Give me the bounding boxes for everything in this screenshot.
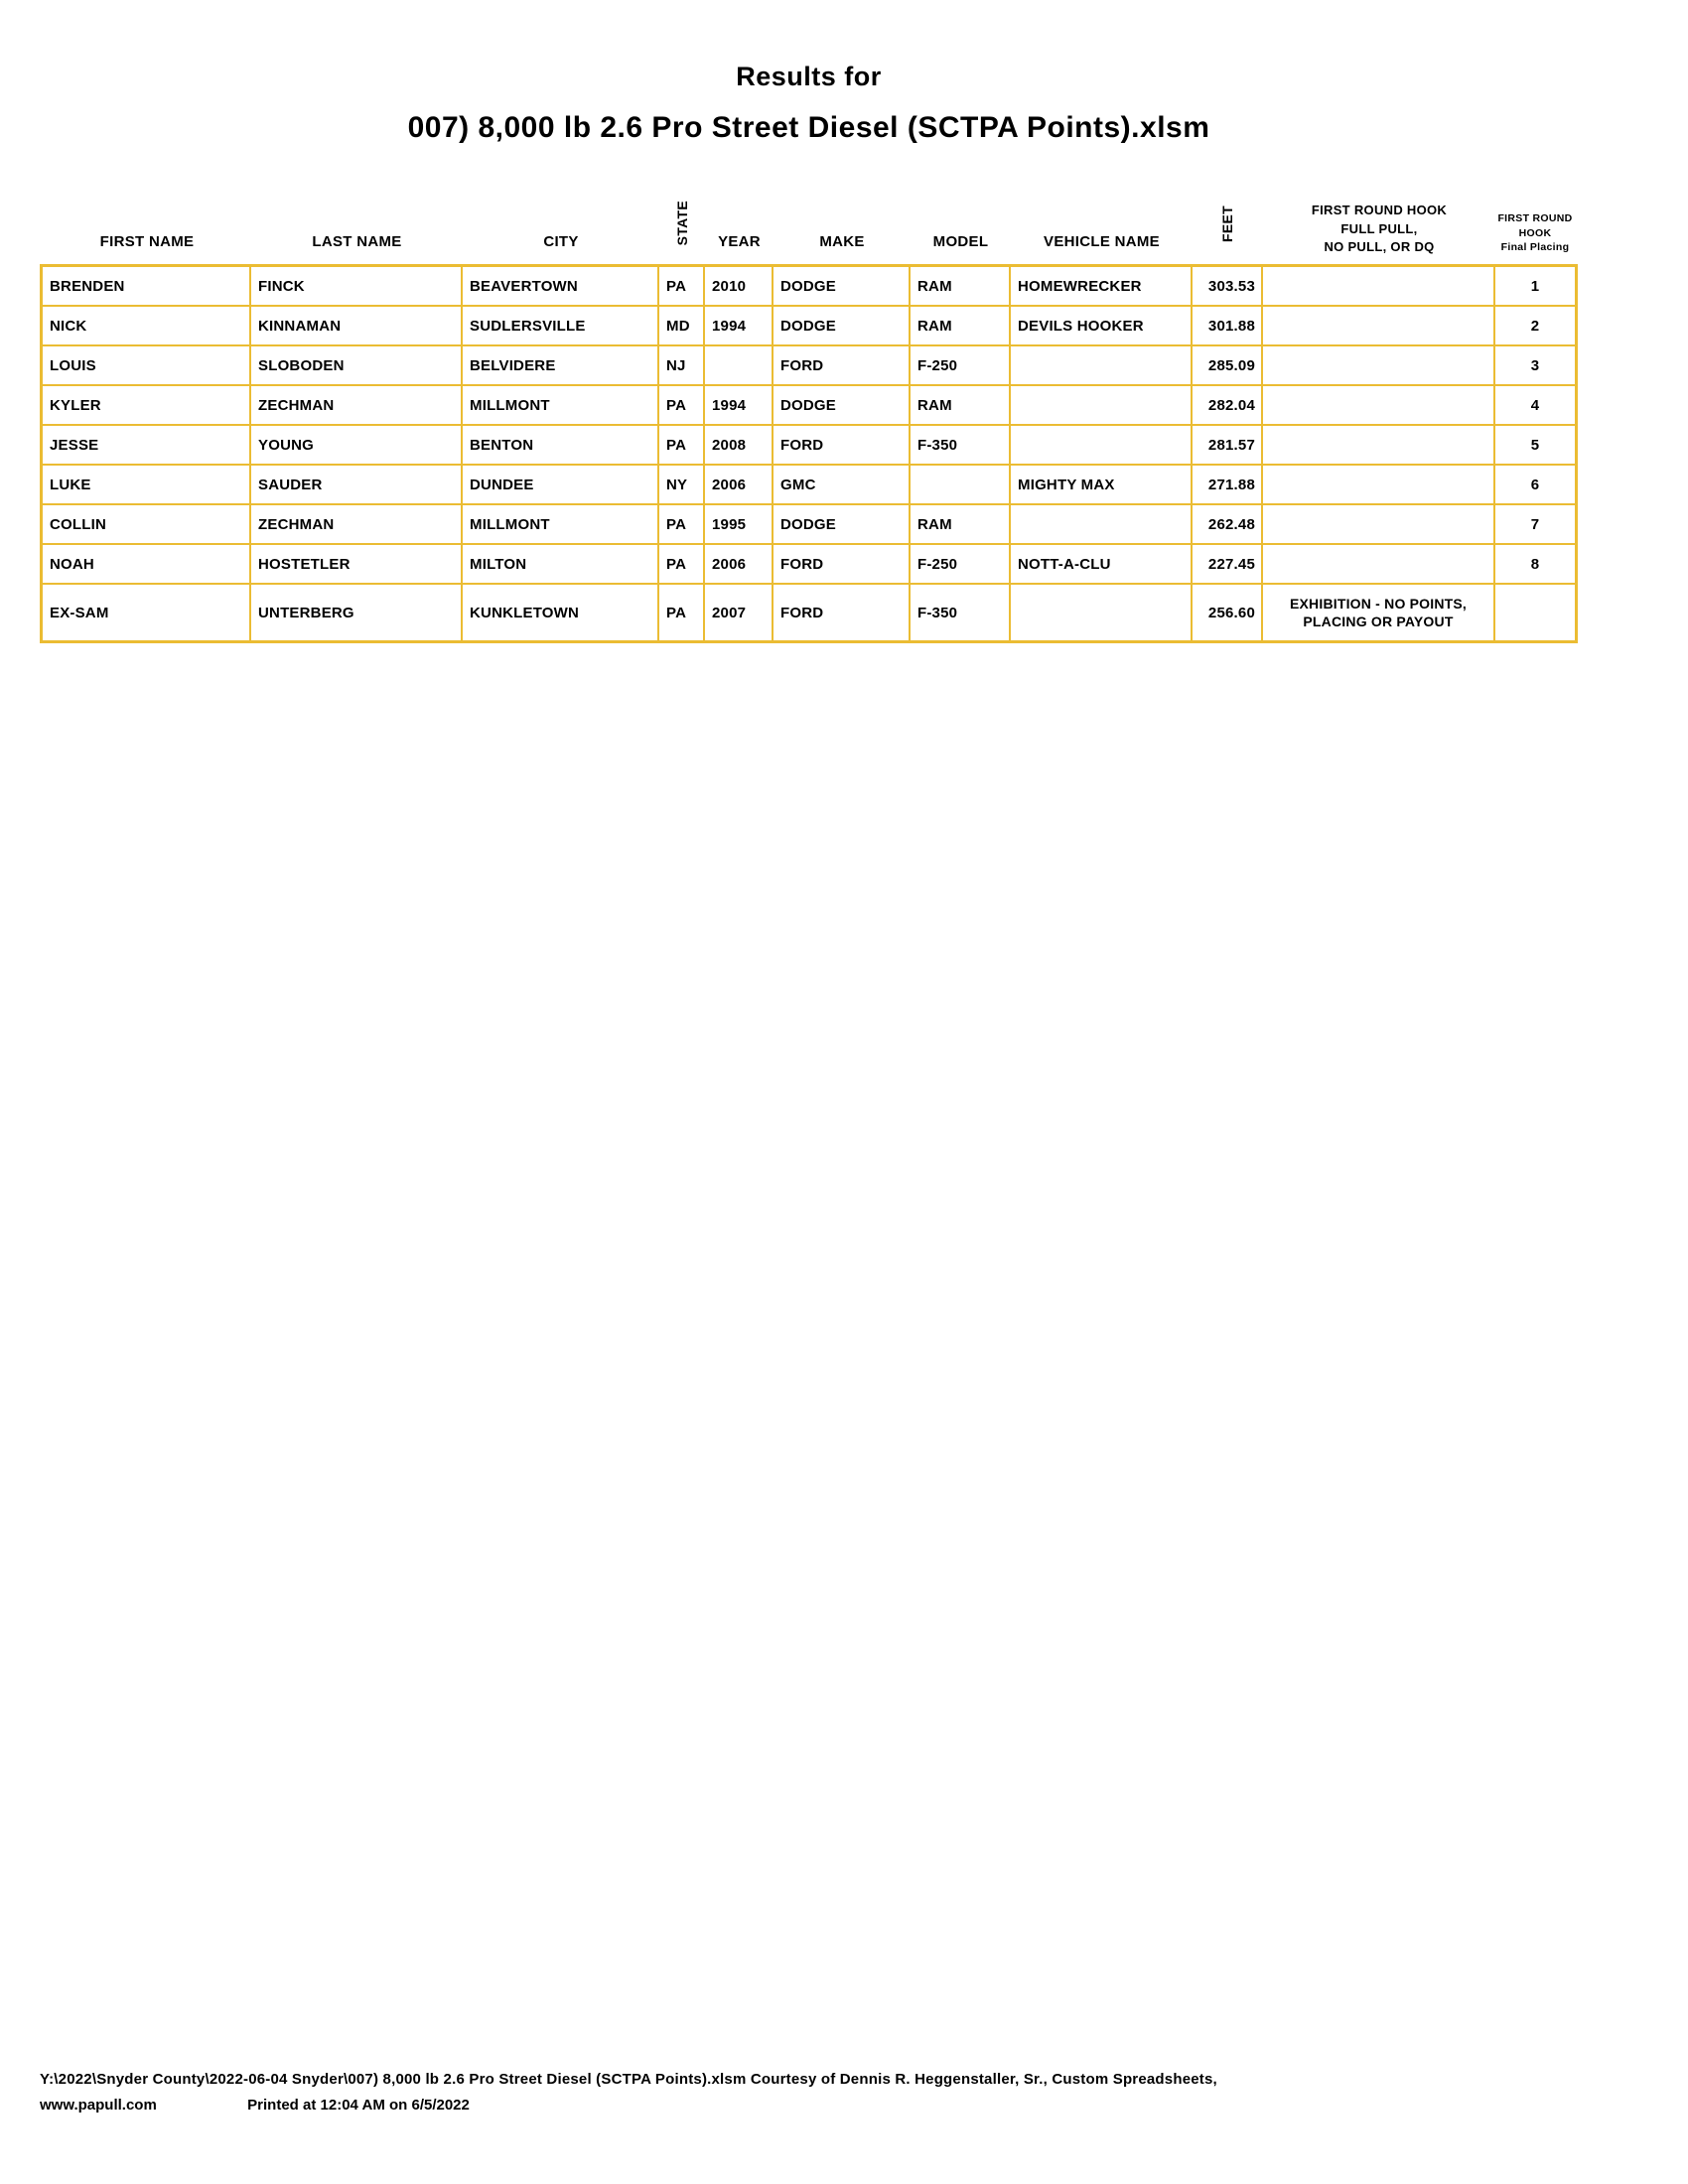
cell-vehicle-name: HOMEWRECKER (1011, 267, 1193, 307)
cell-hook-result (1263, 267, 1495, 307)
column-header-last-name: LAST NAME (312, 232, 402, 250)
header-line: FIRST ROUND HOOK (1311, 203, 1448, 218)
column-header-year: YEAR (718, 232, 761, 250)
cell-first-name: COLLIN (43, 505, 251, 545)
cell-vehicle-name: NOTT-A-CLU (1011, 545, 1193, 585)
cell-last-name: HOSTETLER (251, 545, 463, 585)
cell-final-placing: 7 (1495, 505, 1575, 545)
cell-first-name: NOAH (43, 545, 251, 585)
state-label: STATE (673, 201, 690, 246)
cell-hook-result (1263, 346, 1495, 386)
cell-feet: 281.57 (1193, 426, 1263, 466)
cell-state: PA (659, 426, 705, 466)
cell-vehicle-name (1011, 505, 1193, 545)
cell-last-name: YOUNG (251, 426, 463, 466)
cell-hook-result (1263, 307, 1495, 346)
cell-year: 2008 (705, 426, 774, 466)
header-line: Final Placing (1500, 240, 1570, 253)
cell-year: 2006 (705, 466, 774, 505)
table-header-row (40, 191, 1578, 262)
cell-vehicle-name: DEVILS HOOKER (1011, 307, 1193, 346)
cell-state: PA (659, 267, 705, 307)
cell-state: NY (659, 466, 705, 505)
cell-model: F-350 (911, 426, 1011, 466)
cell-vehicle-name (1011, 386, 1193, 426)
printed-at-text: Printed at 12:04 AM on 6/5/2022 (247, 2097, 470, 2114)
cell-hook-result: EXHIBITION - NO POINTS, PLACING OR PAYOUT (1263, 585, 1495, 640)
cell-year (705, 346, 774, 386)
footer-second-line (40, 2097, 1648, 2114)
cell-first-name: EX-SAM (43, 585, 251, 640)
cell-vehicle-name: MIGHTY MAX (1011, 466, 1193, 505)
page-title: Results for (736, 62, 882, 91)
cell-make: DODGE (774, 307, 911, 346)
page-footer (40, 2071, 1648, 2114)
feet-label: FEET (1219, 205, 1236, 242)
column-header-vehicle-name: VEHICLE NAME (1044, 232, 1160, 250)
cell-first-name: NICK (43, 307, 251, 346)
cell-last-name: UNTERBERG (251, 585, 463, 640)
cell-make: DODGE (774, 267, 911, 307)
cell-model: F-350 (911, 585, 1011, 640)
cell-model: F-250 (911, 346, 1011, 386)
cell-first-name: BRENDEN (43, 267, 251, 307)
cell-last-name: ZECHMAN (251, 386, 463, 426)
cell-make: FORD (774, 346, 911, 386)
cell-last-name: SAUDER (251, 466, 463, 505)
cell-model: RAM (911, 386, 1011, 426)
cell-make: FORD (774, 426, 911, 466)
cell-final-placing: 8 (1495, 545, 1575, 585)
cell-final-placing (1495, 585, 1575, 640)
cell-model: F-250 (911, 545, 1011, 585)
cell-hook-result (1263, 466, 1495, 505)
cell-make: GMC (774, 466, 911, 505)
cell-city: MILTON (463, 545, 659, 585)
header-line: NO PULL, OR DQ (1324, 238, 1435, 254)
cell-state: MD (659, 307, 705, 346)
cell-first-name: LOUIS (43, 346, 251, 386)
cell-final-placing: 4 (1495, 386, 1575, 426)
cell-hook-result (1263, 386, 1495, 426)
cell-year: 2006 (705, 545, 774, 585)
cell-feet: 271.88 (1193, 466, 1263, 505)
website-text: www.papull.com (40, 2097, 157, 2114)
cell-city: DUNDEE (463, 466, 659, 505)
cell-final-placing: 2 (1495, 307, 1575, 346)
column-header-final-placing (1495, 211, 1575, 262)
cell-model: RAM (911, 307, 1011, 346)
cell-state: PA (659, 505, 705, 545)
cell-city: SUDLERSVILLE (463, 307, 659, 346)
cell-make: DODGE (774, 386, 911, 426)
cell-vehicle-name (1011, 346, 1193, 386)
column-header-feet (1193, 191, 1263, 262)
cell-city: BEAVERTOWN (463, 267, 659, 307)
cell-state: PA (659, 585, 705, 640)
cell-model: RAM (911, 267, 1011, 307)
cell-make: FORD (774, 545, 911, 585)
cell-year: 1995 (705, 505, 774, 545)
file-path-line: Y:\2022\Snyder County\2022-06-04 Snyder\007) 8,000 lb 2.6 Pro Street Diesel (SCTPA Points).xlsm Courtesy of Dennis R. Heggenstaller, Sr., Custom Spreadsheets, (40, 2071, 1217, 2088)
cell-feet: 227.45 (1193, 545, 1263, 585)
cell-final-placing: 3 (1495, 346, 1575, 386)
event-file-title: 007) 8,000 lb 2.6 Pro Street Diesel (SCTPA Points).xlsm (407, 111, 1210, 144)
cell-last-name: FINCK (251, 267, 463, 307)
cell-year: 2010 (705, 267, 774, 307)
cell-final-placing: 6 (1495, 466, 1575, 505)
cell-feet: 301.88 (1193, 307, 1263, 346)
cell-year: 2007 (705, 585, 774, 640)
cell-final-placing: 5 (1495, 426, 1575, 466)
cell-city: BENTON (463, 426, 659, 466)
header-line: HOOK (1518, 226, 1552, 239)
cell-final-placing: 1 (1495, 267, 1575, 307)
cell-year: 1994 (705, 307, 774, 346)
cell-year: 1994 (705, 386, 774, 426)
cell-feet: 282.04 (1193, 386, 1263, 426)
column-header-first-round-hook (1263, 202, 1495, 262)
column-header-first-name: FIRST NAME (99, 232, 195, 250)
cell-feet: 303.53 (1193, 267, 1263, 307)
cell-model: RAM (911, 505, 1011, 545)
cell-model (911, 466, 1011, 505)
cell-state: NJ (659, 346, 705, 386)
column-header-city: CITY (543, 232, 579, 250)
column-header-state (659, 191, 705, 262)
cell-first-name: KYLER (43, 386, 251, 426)
cell-state: PA (659, 545, 705, 585)
cell-city: MILLMONT (463, 386, 659, 426)
header-line: FULL PULL, (1340, 220, 1418, 236)
cell-last-name: ZECHMAN (251, 505, 463, 545)
column-header-model: MODEL (932, 232, 989, 250)
cell-first-name: LUKE (43, 466, 251, 505)
results-table (40, 264, 1578, 643)
cell-hook-result (1263, 545, 1495, 585)
cell-vehicle-name (1011, 426, 1193, 466)
cell-last-name: SLOBODEN (251, 346, 463, 386)
cell-city: KUNKLETOWN (463, 585, 659, 640)
cell-feet: 262.48 (1193, 505, 1263, 545)
cell-make: DODGE (774, 505, 911, 545)
cell-feet: 285.09 (1193, 346, 1263, 386)
cell-last-name: KINNAMAN (251, 307, 463, 346)
cell-city: BELVIDERE (463, 346, 659, 386)
cell-vehicle-name (1011, 585, 1193, 640)
cell-state: PA (659, 386, 705, 426)
cell-hook-result (1263, 426, 1495, 466)
cell-city: MILLMONT (463, 505, 659, 545)
cell-feet: 256.60 (1193, 585, 1263, 640)
column-header-make: MAKE (819, 232, 865, 250)
cell-first-name: JESSE (43, 426, 251, 466)
cell-make: FORD (774, 585, 911, 640)
cell-hook-result (1263, 505, 1495, 545)
header-line: FIRST ROUND (1497, 212, 1573, 225)
